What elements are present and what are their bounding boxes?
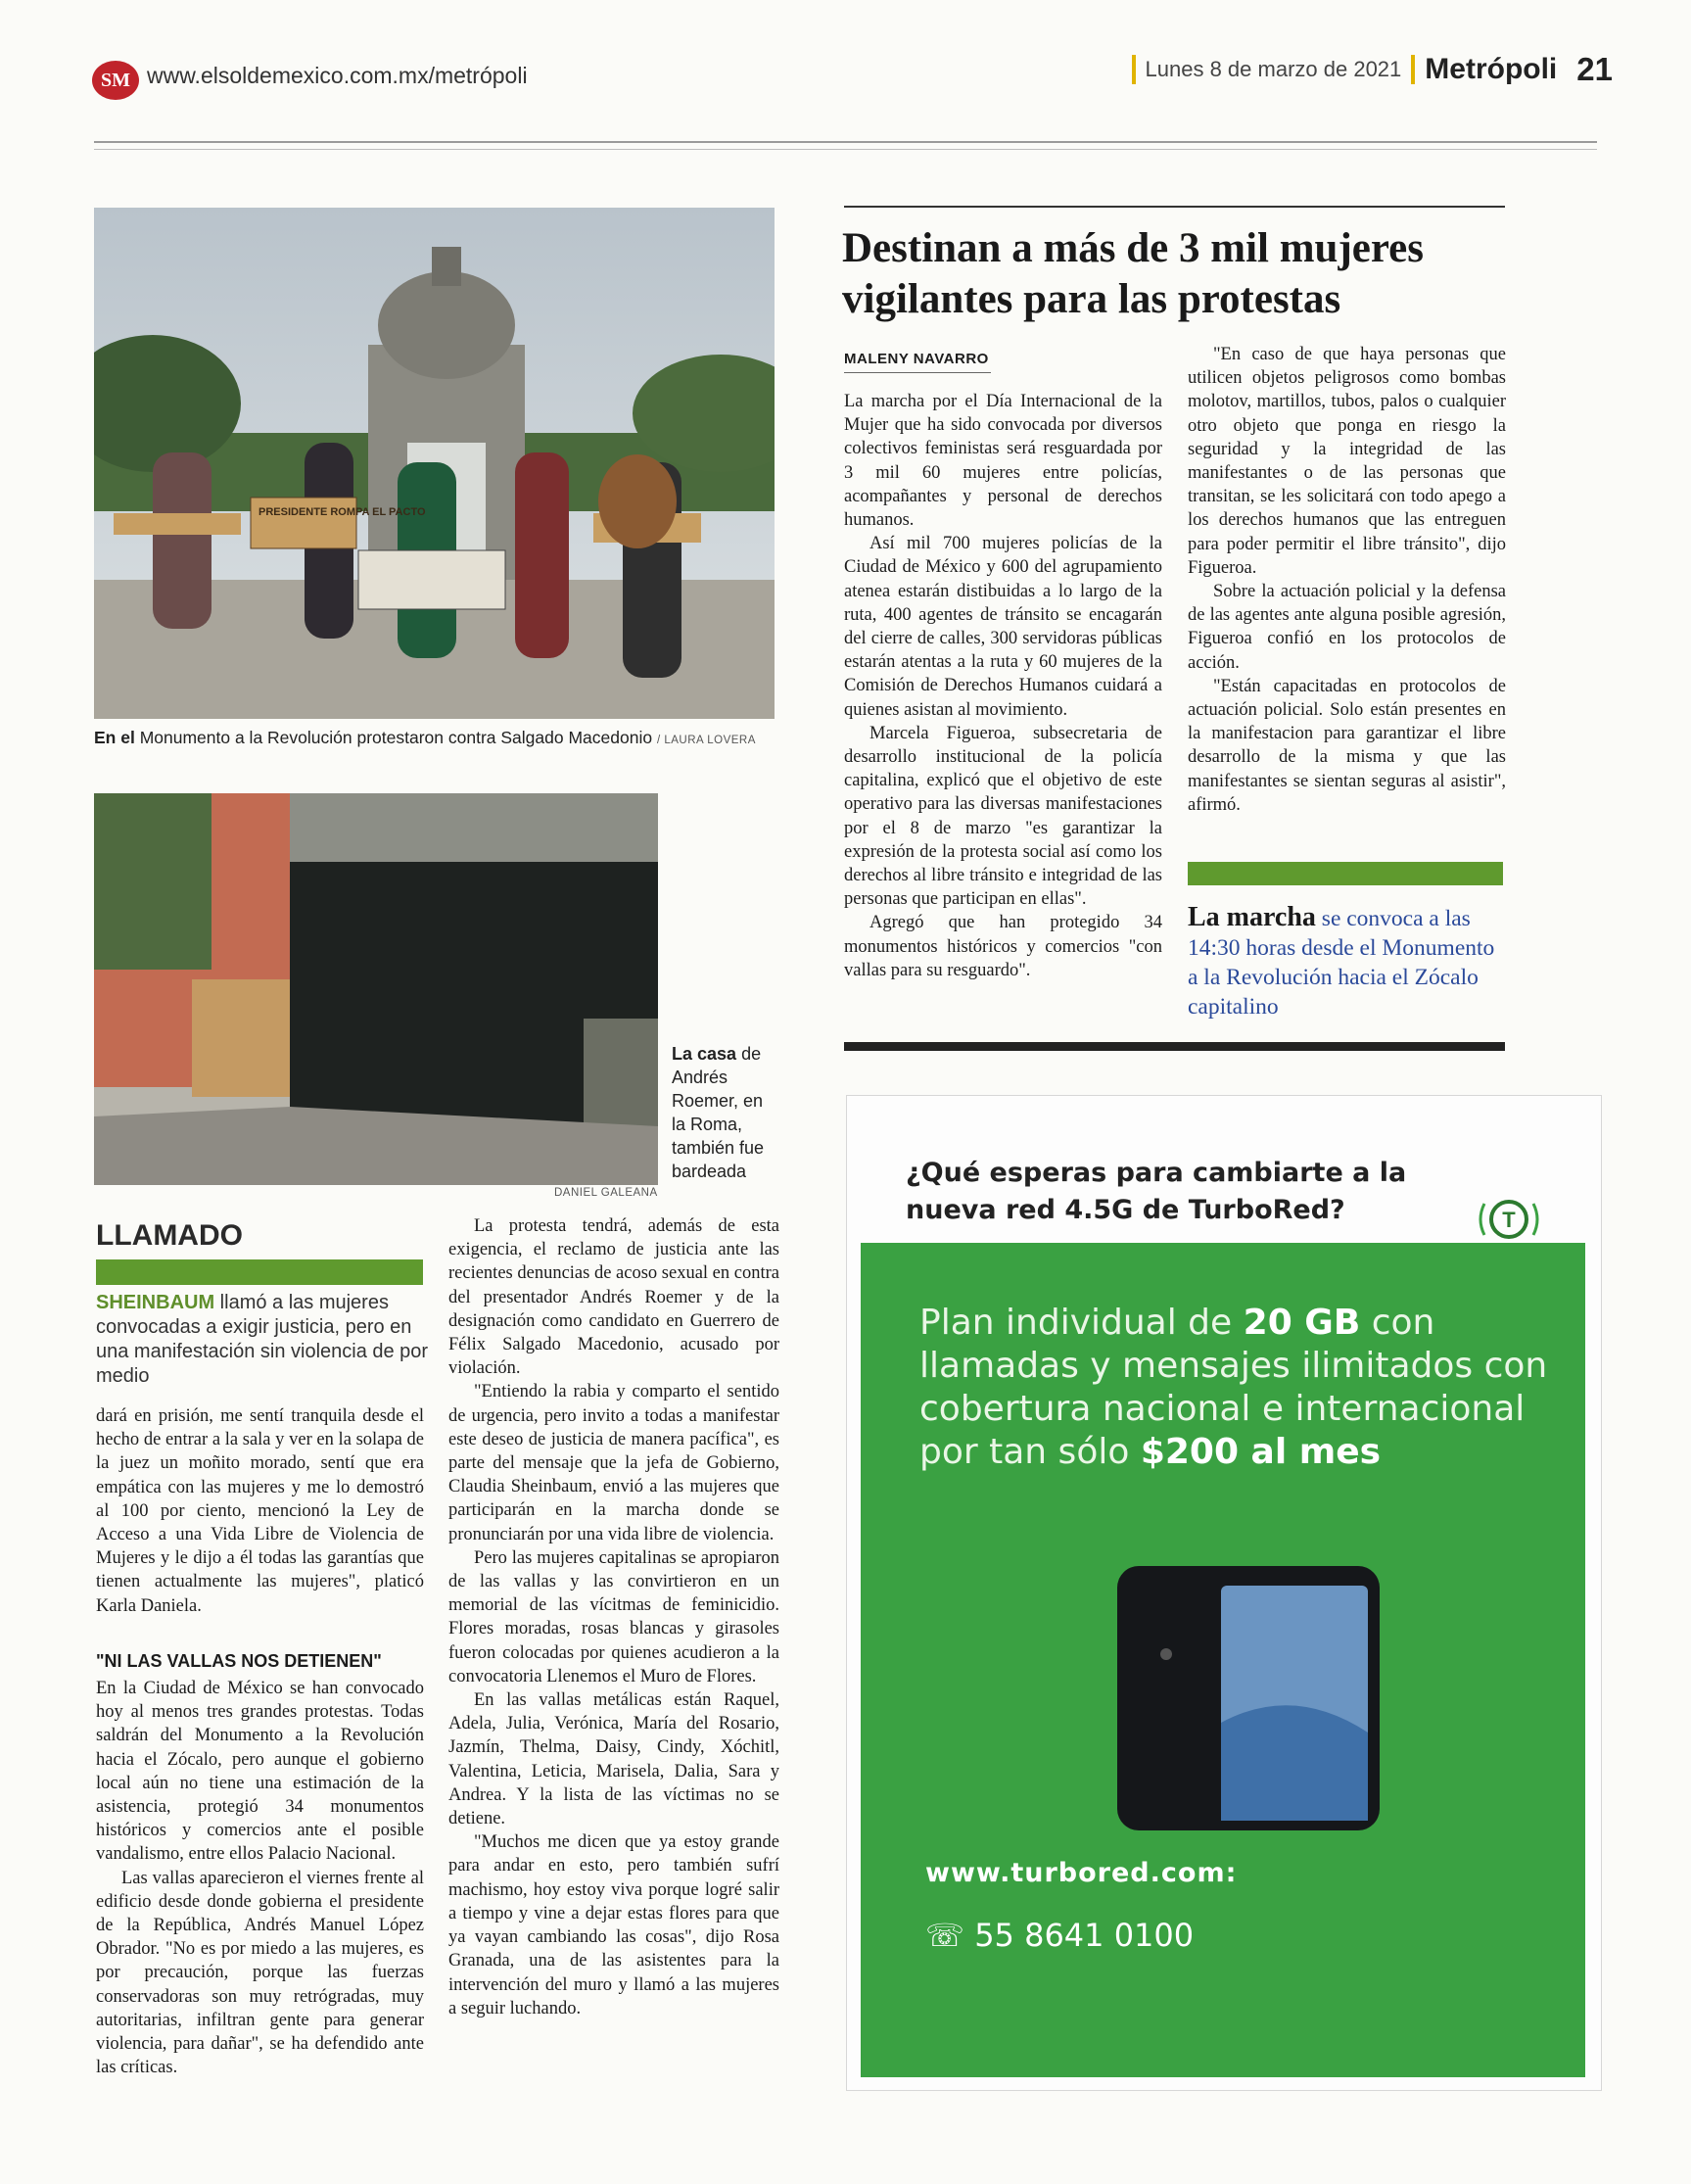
smartphone-icon	[1117, 1566, 1380, 1830]
roemer-photo-caption: La casa de Andrés Roemer, en la Roma, también fue bardeada	[672, 1044, 765, 1181]
paragraph: dará en prisión, me sentí tranquila desde el hecho de entrar a la sala y ver en la solapa de la juez un moñito morado, sentí que era empática con las mujeres y me lo demostró al 100 por ciento, mencionó la Ley de Acceso a una Vida Libre de Violencia de Mujeres y le dijo a él todas las garantías que tienen actualmente las mujeres", platicó Karla Daniela.	[96, 1406, 424, 1616]
phone-icon: ☏	[925, 1917, 965, 1954]
paragraph: "Muchos me dicen que ya estoy grande para andar en esto, pero también sufrí machismo, hoy estoy viva porque logré salir a tiempo y vine a dejar estas flores para que ya vayan cambiando las cosas", dijo Rosa Granada, una de las asistentes para la intervención del muro y llamó a las mujeres a seguir luchando.	[448, 1832, 779, 2018]
llamado-title: LLAMADO	[96, 1219, 243, 1252]
paragraph: En la Ciudad de México se han convocado hoy al menos tres grandes protestas. Todas saldrán del Monumento a la Revolución hacia el Zócalo, pero aunque el gobierno local aún no tiene una estimación de la asistencia, protegió 34 monumentos históricos y comercios ante el posible vandalismo, entre ellos Palacio Nacional.	[96, 1679, 424, 1865]
paragraph: Marcela Figueroa, subsecretaria de desarrollo institucional de la policía capitalina, explicó que el objetivo de este operativo para las diversas manifestaciones por el 8 de marzo "es garantizar la expresión de la protesta social así como los derechos al libre tránsito e integridad de las personas que participan en ellas".	[844, 723, 1162, 910]
issue-date: Lunes 8 de marzo de 2021	[1145, 57, 1402, 81]
protest-photo-image	[94, 208, 775, 719]
llamado-text: SHEINBAUM llamó a las mujeres convocadas a exigir justicia, pero en una manifestación sin violencia de por medio	[96, 1292, 429, 1387]
paragraph: "Están capacitadas en protocolos de actuación policial. Solo están presentes en la manifestacion para garantizar el libre desarrollo de la misma y que las manifestantes se sientan seguras al asistir", afirmó.	[1188, 676, 1506, 815]
header-rule	[94, 149, 1597, 150]
ad-plan-text: Plan individual de 20 GB con llamadas y mensajes ilimitados con cobertura nacional e internacional por tan sólo $200 al mes	[919, 1303, 1548, 1472]
pullquote-bar	[1188, 862, 1503, 885]
article-column-1	[844, 390, 1162, 982]
left-article-column-a2	[96, 1677, 424, 2079]
byline-rule	[844, 372, 991, 373]
article-byline: MALENY NAVARRO	[844, 351, 989, 367]
paragraph: La protesta tendrá, además de esta exigencia, el reclamo de justicia ante las recientes denuncias de acoso sexual en contra del presentador Andrés Roemer y de la designación como candidato en Guerrero de Félix Salgado Macedonio, acusado por violación.	[448, 1216, 779, 1379]
pullquote: La marcha se convoca a las 14:30 horas desde el Monumento a la Revolución hacia el Zócalo capitalino	[1188, 902, 1495, 1020]
paragraph: La marcha por el Día Internacional de la Mujer que ha sido convocada por diversos colectivos feministas será resguardada por 3 mil 60 mujeres entre policías, acompañantes y personal de derechos humanos.	[844, 392, 1162, 531]
article-top-rule	[844, 206, 1505, 208]
protest-photo	[94, 208, 775, 719]
page-number: 21	[1576, 51, 1613, 87]
ad-green-panel	[861, 1243, 1585, 2077]
paragraph: En las vallas metálicas están Raquel, Adela, Julia, Verónica, María del Rosario, Jazmín, Thelma, Daisy, Cindy, Xóchitl, Valentina, Leticia, Marisela, Dalia, Sara y Andrea. Y la lista de las víctimas no se detiene.	[448, 1690, 779, 1829]
paragraph: Sobre la actuación policial y la defensa de las agentes ante alguna posible agresión, Figueroa confió en los protocolos de acción.	[1188, 582, 1506, 673]
left-article-column-a	[96, 1404, 424, 1618]
paragraph: "En caso de que haya personas que utilicen objetos peligrosos como bombas molotov, martillos, tubos, palos o cualquier otro objeto que ponga en riesgo la seguridad y la integridad de las manifestantes o de las personas que transitan, se les solicitará con todo apego a los derechos humanos que las entreguen para poder permitir el libre tránsito", dijo Figueroa.	[1188, 345, 1506, 578]
left-article-subhead: "NI LAS VALLAS NOS DETIENEN"	[96, 1651, 382, 1671]
article-headline: Destinan a más de 3 mil mujeres vigilantes para las protestas	[842, 225, 1425, 322]
header-divider	[1132, 55, 1136, 84]
protest-photo-caption: En el Monumento a la Revolución protestaron contra Salgado Macedonio / LAURA LOVERA	[94, 728, 756, 747]
left-article-column-b	[448, 1214, 779, 2020]
paragraph: Así mil 700 mujeres policías de la Ciudad de México y 600 del agrupamiento atenea estarán distibuidas a lo largo de la ruta, 400 agentes de tránsito se encagarán del cierre de calles, 300 servidoras públicas estarán atentas a la ruta y 60 mujeres de la Comisión de Derechos Humanos cuidará a quienes asistan al movimiento.	[844, 534, 1162, 720]
section-name: Metrópoli	[1425, 53, 1558, 85]
site-url[interactable]: www.elsoldemexico.com.mx/metrópoli	[147, 63, 528, 88]
masthead-logo: SM	[92, 61, 139, 100]
svg-text:T: T	[1502, 1208, 1516, 1232]
roemer-photo-credit: DANIEL GALEANA	[554, 1187, 658, 1199]
paragraph: Las vallas aparecieron el viernes frente al edificio desde donde gobierna el presidente de la República, Andrés Manuel López Obrador. "No es por miedo a las mujeres, es por precaución, porque las fuerzas conservadoras son muy retrógradas, muy autoritarias, infiltran gente para generar violencia, para dañar", se ha defendido ante las críticas.	[96, 1868, 424, 2078]
roemer-house-photo	[94, 793, 658, 1185]
ad-website-link[interactable]: www.turbored.com:	[925, 1858, 1238, 1888]
page-header-right	[1132, 51, 1613, 88]
paragraph: Pero las mujeres capitalinas se apropiaron de las vallas y las convirtieron en un memorial de las vícitmas de feminicidio. Flores moradas, rosas blancas y girasoles fueron colocadas por quienes acudieron a la convocatoria Llenemos el Muro de Flores.	[448, 1547, 779, 1686]
header-rule	[94, 141, 1597, 143]
ad-question: ¿Qué esperas para cambiarte a la nueva red 4.5G de TurboRed?	[906, 1158, 1407, 1225]
article-bottom-rule	[844, 1042, 1505, 1051]
paragraph: "Entiendo la rabia y comparto el sentido de urgencia, pero invito a todas a manifestar este deseo de justicia de manera pacífica", es parte del mensaje que la jefa de Gobierno, Claudia Sheinbaum, envió a las mujeres que participarán en la marcha donde se pronunciarán por una vida libre de violencia.	[448, 1382, 779, 1544]
protest-sign-text: PRESIDENTE ROMPA EL PACTO	[258, 506, 426, 518]
turbored-logo-icon	[1475, 1194, 1543, 1249]
header-divider	[1411, 55, 1415, 84]
llamado-bar	[96, 1259, 423, 1285]
turbored-ad[interactable]	[846, 1095, 1602, 2091]
article-column-2	[1188, 343, 1506, 817]
paragraph: Agregó que han protegido 34 monumentos históricos y comercios "con vallas para su resguardo".	[844, 913, 1162, 980]
roemer-house-photo-image	[94, 793, 658, 1185]
ad-phone[interactable]: ☏ 55 8641 0100	[925, 1917, 1195, 1954]
